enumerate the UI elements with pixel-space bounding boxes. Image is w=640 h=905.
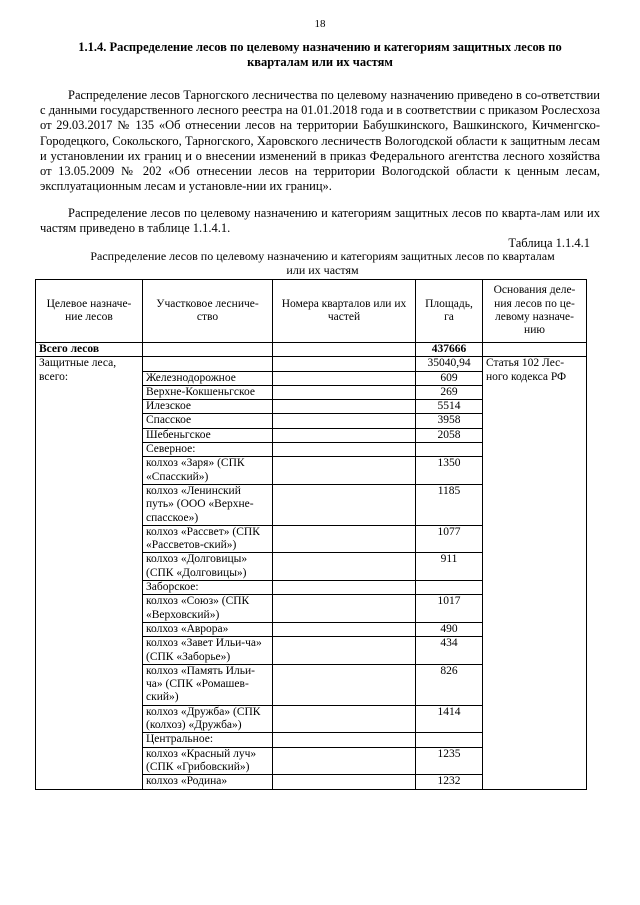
table-caption-line1: Распределение лесов по целевому назначению и категориям защитных лесов по кварталам	[90, 249, 555, 263]
district-area: 1077	[416, 525, 483, 553]
table-caption-line2: или их частям	[286, 262, 359, 277]
section-heading-line2: кварталам или их частям	[247, 55, 393, 69]
header-basis: Основания деле-ния лесов по це-левому назначе-нию	[483, 280, 587, 343]
district-name: Центральное:	[143, 733, 273, 747]
district-name: Верхне-Кокшеньгское	[143, 385, 273, 399]
district-name: колхоз «Завет Ильи-ча» (СПК «Заборье»)	[143, 637, 273, 665]
district-area: 1232	[416, 775, 483, 789]
district-area: 1185	[416, 484, 483, 525]
district-area	[416, 581, 483, 595]
district-name: Илезское	[143, 400, 273, 414]
district-name: колхоз «Дружба» (СПК (колхоз) «Дружба»)	[143, 705, 273, 733]
header-quarters: Номера кварталов или их частей	[273, 280, 416, 343]
section-heading-line1: 1.1.4. Распределение лесов по целевому назначению и категориям защитных лесов по	[78, 40, 562, 54]
district-area: 609	[416, 371, 483, 385]
table-header-row	[36, 280, 587, 343]
district-name: Заборское:	[143, 581, 273, 595]
protective-value: 35040,94	[416, 357, 483, 371]
basis-cell: Статья 102 Лес-ного кодекса РФ	[483, 357, 587, 789]
page-number: 18	[314, 18, 326, 30]
district-name: Железнодорожное	[143, 371, 273, 385]
district-area: 5514	[416, 400, 483, 414]
total-row	[36, 343, 587, 357]
district-name: колхоз «Родина»	[143, 775, 273, 789]
district-area	[416, 733, 483, 747]
total-label: Всего лесов	[36, 343, 143, 357]
district-area: 1017	[416, 595, 483, 623]
district-area: 826	[416, 664, 483, 705]
district-area: 269	[416, 385, 483, 399]
district-area: 1235	[416, 747, 483, 775]
district-name: колхоз «Рассвет» (СПК «Рассветов-ский»)	[143, 525, 273, 553]
table-caption	[35, 250, 610, 277]
district-name: колхоз «Заря» (СПК «Спасский»)	[143, 457, 273, 485]
forest-distribution-table	[35, 279, 587, 790]
district-area	[416, 443, 483, 457]
protective-label: Защитные леса, всего:	[36, 357, 143, 789]
district-name: колхоз «Долговицы» (СПК «Долговицы»)	[143, 553, 273, 581]
protective-row	[36, 357, 587, 371]
header-district: Участковое лесниче-ство	[143, 280, 273, 343]
district-area: 434	[416, 637, 483, 665]
district-area: 490	[416, 622, 483, 636]
district-area: 1350	[416, 457, 483, 485]
district-name: Спасское	[143, 414, 273, 428]
district-area: 911	[416, 553, 483, 581]
district-name: колхоз «Память Ильи-ча» (СПК «Ромашев-ский»)	[143, 664, 273, 705]
section-heading	[40, 40, 600, 70]
district-name: колхоз «Аврора»	[143, 622, 273, 636]
district-area: 1414	[416, 705, 483, 733]
table-number: Таблица 1.1.4.1	[508, 236, 590, 250]
header-area: Площадь, га	[416, 280, 483, 343]
district-area: 3958	[416, 414, 483, 428]
header-purpose: Целевое назначе-ние лесов	[36, 280, 143, 343]
district-name: Северное:	[143, 443, 273, 457]
district-name: колхоз «Красный луч» (СПК «Грибовский»)	[143, 747, 273, 775]
district-name: колхоз «Союз» (СПК «Верховский»)	[143, 595, 273, 623]
total-value: 437666	[416, 343, 483, 357]
district-name: колхоз «Ленинский путь» (ООО «Верхне-спасское»)	[143, 484, 273, 525]
paragraph-1: Распределение лесов Тарногского лесничества по целевому назначению приведено в со-ответствии с данными государственного лесного реестра на 01.01.2018 года и в соответствии с приказом Рослесхоза от 29.03.2017 № 135 «Об отнесении лесов на территории Бабушкинского, Вашкинского, Кичменгско-Городецкого, Сокольского, Тарногского, Харовского лесничеств Вологодской области к защитным лесам и установлении их границ и о внесении изменений в приказ Федерального агентства лесного хозяйства от 13.05.2009 № 202 «Об отнесении лесов на территории Вологодской области к ценным лесам, эксплуатационным лесам и установле-нии их границ».	[40, 88, 600, 194]
paragraph-2: Распределение лесов по целевому назначению и категориям защитных лесов по кварта-лам или их частям приведено в таблице 1.1.4.1.	[40, 206, 600, 236]
district-name: Шебеньгское	[143, 428, 273, 442]
district-area: 2058	[416, 428, 483, 442]
